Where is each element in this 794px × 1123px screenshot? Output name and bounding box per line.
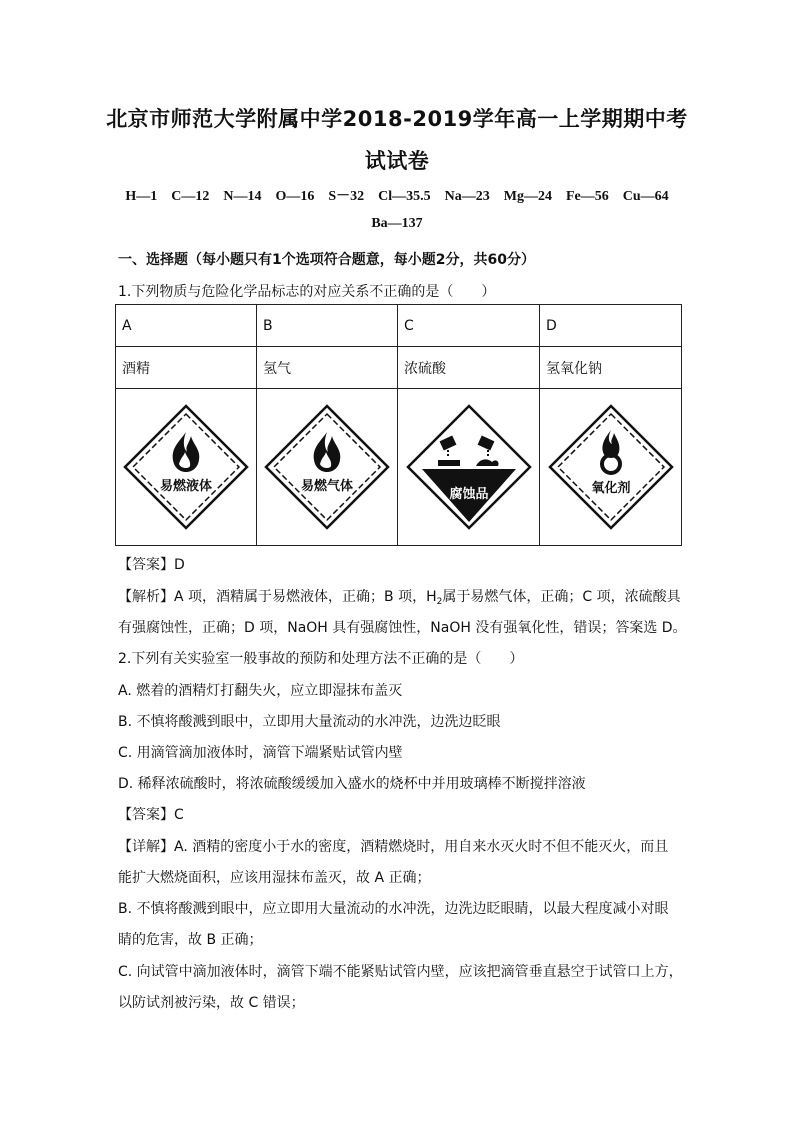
substance-name: 氢氧化钠 — [540, 347, 682, 389]
hazard-sign-cell — [540, 389, 682, 546]
sign-label: 氧化剂 — [590, 481, 631, 496]
question-1-answer: 【答案】D — [118, 557, 185, 573]
hazard-sign-cell — [257, 389, 398, 546]
atomic-masses: H—1 C—12 N—14 O—16 S－32 Cl—35.5 Na—23 Mg—24 Fe—56 Cu—64 — [125, 189, 669, 204]
option-letter: C — [398, 305, 540, 347]
oxidizer-sign — [546, 402, 676, 532]
analysis-text: 属于易燃气体，正确；C 项，浓硫酸具 — [442, 589, 681, 605]
substance-name: 酒精 — [116, 347, 257, 389]
question-1-stem: 1.下列物质与危险化学品标志的对应关系不正确的是（ ） — [118, 284, 496, 300]
question-1-analysis — [118, 586, 681, 607]
flammable-gas-sign — [262, 402, 392, 532]
flammable-liquid-sign — [121, 402, 251, 532]
substance-name: 浓硫酸 — [398, 347, 540, 389]
question-2-option-a: A. 燃着的酒精灯打翻失火，应立即湿抹布盖灭 — [118, 683, 403, 699]
question-2-explanation-line: 以防试剂被污染，故 C 错误； — [118, 995, 305, 1011]
sign-label: 易燃液体 — [159, 479, 213, 494]
option-letter: A — [116, 305, 257, 347]
analysis-text: 【解析】A 项，酒精属于易燃液体，正确；B 项，H — [118, 589, 437, 605]
section-heading: 一、选择题（每小题只有1个选项符合题意，每小题2分，共60分） — [118, 252, 535, 268]
option-letter-row — [116, 305, 682, 347]
substance-row — [116, 347, 682, 389]
question-2-explanation-line: B. 不慎将酸溅到眼中，应立即用大量流动的水冲洗，边洗边眨眼睛，以最大程度减小对眼 — [118, 901, 669, 917]
corrosive-sign — [404, 402, 534, 532]
question-2-explanation-line: 睛的危害，故 B 正确； — [118, 932, 263, 948]
option-letter: B — [257, 305, 398, 347]
exam-title-continued: 试试卷 — [364, 149, 430, 173]
hazard-sign-cell — [116, 389, 257, 546]
question-1-table — [115, 304, 682, 546]
question-2-answer: 【答案】C — [118, 807, 184, 823]
hazard-sign-cell — [398, 389, 540, 546]
question-2-explanation-line: 能扩大燃烧面积，应该用湿抹布盖灭，故 A 正确； — [118, 870, 431, 886]
subscript: 2 — [436, 597, 443, 607]
exam-title: 北京市师范大学附属中学2018-2019学年高一上学期期中考 — [106, 107, 688, 131]
question-2-explanation-line: C. 向试管中滴加液体时，滴管下端不能紧贴试管内壁，应该把滴管垂直悬空于试管口上方， — [118, 964, 683, 980]
question-2-stem: 2.下列有关实验室一般事故的预防和处理方法不正确的是（ ） — [118, 651, 524, 667]
question-2-option-d: D. 稀释浓硫酸时，将浓硫酸缓缓加入盛水的烧杯中并用玻璃棒不断搅拌溶液 — [118, 776, 586, 792]
substance-name: 氢气 — [257, 347, 398, 389]
option-letter: D — [540, 305, 682, 347]
sign-label: 易燃气体 — [300, 479, 354, 494]
question-2-explanation-line: 【详解】A. 酒精的密度小于水的密度，酒精燃烧时，用自来水灭火时不但不能灭火，而且 — [118, 839, 669, 855]
sign-label: 腐蚀品 — [448, 487, 489, 502]
atomic-masses-continued: Ba—137 — [371, 216, 423, 231]
question-1-analysis-continued: 有强腐蚀性，正确；D 项，NaOH 具有强腐蚀性，NaOH 没有强氧化性，错误；答案选 D。 — [118, 620, 687, 636]
hazard-sign-row — [116, 389, 682, 546]
question-2-option-c: C. 用滴管滴加液体时，滴管下端紧贴试管内壁 — [118, 745, 403, 761]
question-2-option-b: B. 不慎将酸溅到眼中，立即用大量流动的水冲洗，边洗边眨眼 — [118, 714, 501, 730]
